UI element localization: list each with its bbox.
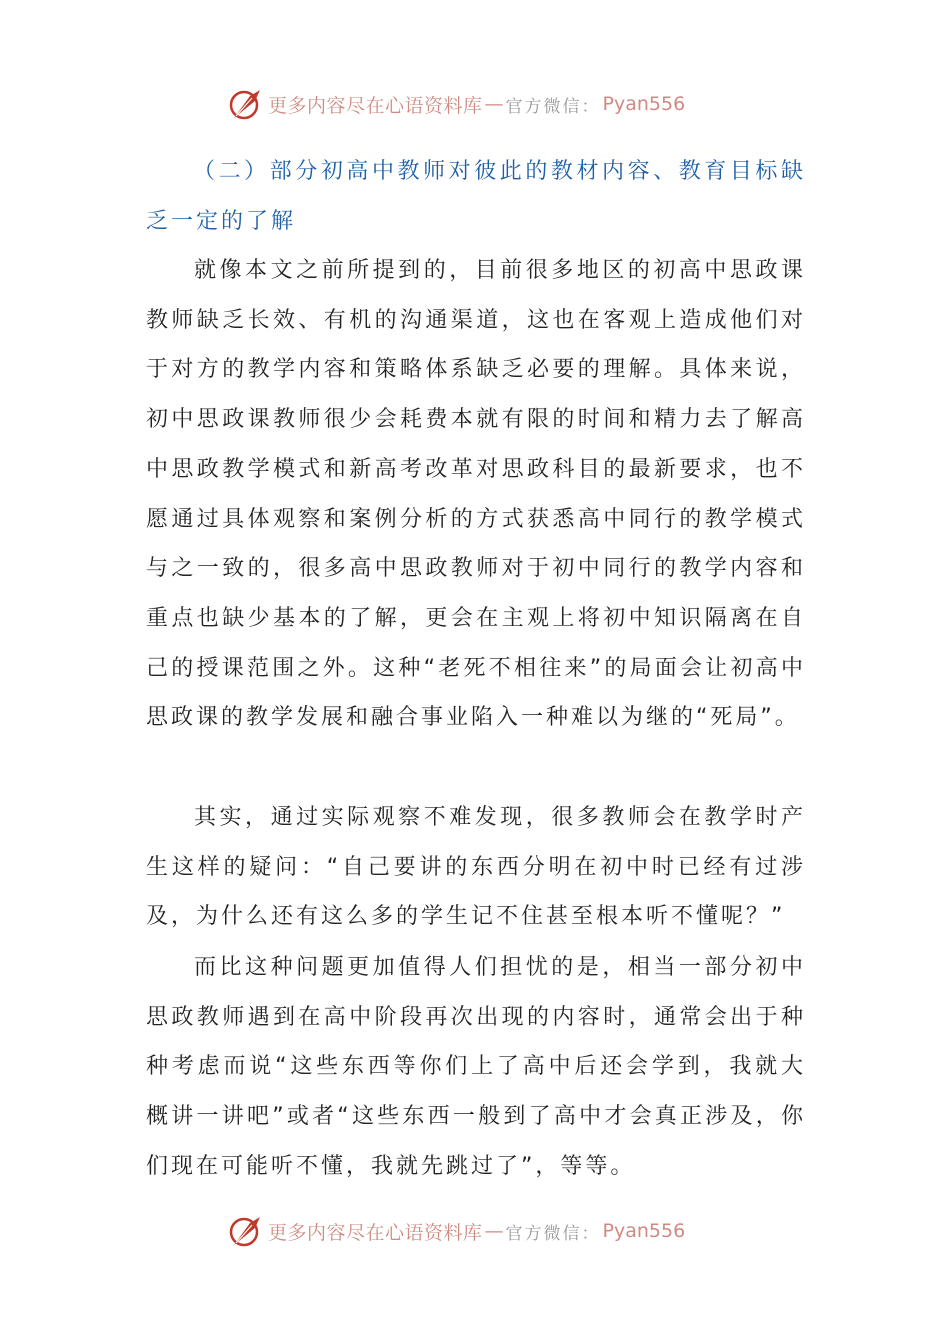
banner-site-text: 更多内容尽在心语资料库	[268, 94, 483, 117]
banner-site-text: 更多内容尽在心语资料库	[268, 1221, 483, 1244]
section-heading: （二）部分初高中教师对彼此的教材内容、教育目标缺乏一定的了解	[146, 159, 806, 234]
banner-wechat-label: 官方微信：	[505, 1223, 601, 1244]
footer-banner	[228, 1211, 788, 1251]
banner-dash: —	[484, 1220, 504, 1242]
header-banner	[228, 84, 788, 124]
banner-dash: —	[484, 93, 504, 115]
body-paragraph: 就像本文之前所提到的，目前很多地区的初高中思政课教师缺乏长效、有机的沟通渠道，这也在客观上造成他们对于对方的教学内容和策略体系缺乏必要的理解。具体来说，初中思政课教师很少会耗费本就有限的时间和精力去了解高中思政教学模式和新高考改革对思政科目的最新要求，也不愿通过具体观察和案例分析的方式获悉高中同行的教学模式与之一致的，很多高中思政教师对于初中同行的教学内容和重点也缺少基本的了解，更会在主观上将初中知识隔离在自己的授课范围之外。这种“老死不相往来”的局面会让初高中思政课的教学发展和融合事业陷入一种难以为继的“死局”。	[146, 258, 806, 731]
body-paragraph: 而比这种问题更加值得人们担忧的是，相当一部分初中思政教师遇到在高中阶段再次出现的内容时，通常会出于种种考虑而说“这些东西等你们上了高中后还会学到，我就大概讲一讲吧”或者“这些东西一般到了高中才会真正涉及，你们现在可能听不懂，我就先跳过了”，等等。	[146, 955, 806, 1179]
body-paragraph: 其实，通过实际观察不难发现，很多教师会在教学时产生这样的疑问：“自己要讲的东西分明在初中时已经有过涉及，为什么还有这么多的学生记不住甚至根本听不懂呢？”	[146, 805, 806, 930]
banner-wechat-label: 官方微信：	[505, 96, 601, 117]
banner-wechat-id: Pyan556	[602, 93, 686, 115]
quill-pen-logo-icon	[228, 1213, 264, 1249]
banner-wechat-id: Pyan556	[602, 1220, 686, 1242]
quill-pen-logo-icon	[228, 86, 264, 122]
